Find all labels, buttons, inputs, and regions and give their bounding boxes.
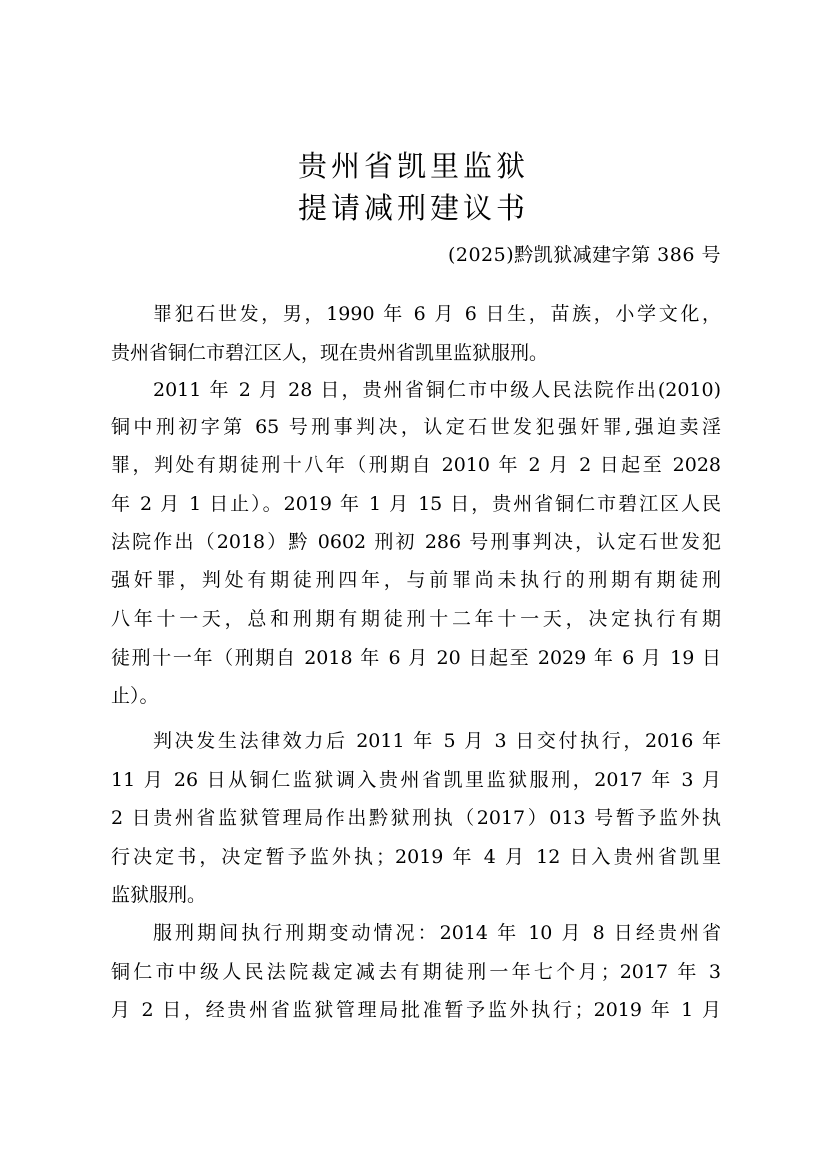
body-line: 判决发生法律效力后 2011 年 5 月 3 日交付执行，2016 年 bbox=[153, 730, 721, 752]
document-number: (2025)黔凯狱减建字第 386 号 bbox=[447, 244, 721, 266]
body-line: 年 2 月 1 日止）。2019 年 1 月 15 日，贵州省铜仁市碧江区人民 bbox=[111, 493, 721, 515]
body-line: 行决定书，决定暂予监外执；2019 年 4 月 12 日入贵州省凯里 bbox=[111, 846, 721, 868]
body-line: 强奸罪，判处有期徒刑四年，与前罪尚未执行的刑期有期徒刑 bbox=[111, 569, 721, 591]
body-line: 11 月 26 日从铜仁监狱调入贵州省凯里监狱服刑，2017 年 3 月 bbox=[111, 769, 721, 791]
body-line: 贵州省铜仁市碧江区人，现在贵州省凯里监狱服刑。 bbox=[111, 342, 549, 364]
body-line: 月 2 日，经贵州省监狱管理局批准暂予监外执行；2019 年 1 月 bbox=[111, 999, 721, 1021]
body-line: 服刑期间执行刑期变动情况：2014 年 10 月 8 日经贵州省 bbox=[153, 922, 721, 944]
body-line: 罪犯石世发，男，1990 年 6 月 6 日生，苗族，小学文化， bbox=[153, 303, 721, 325]
body-line: 铜仁市中级人民法院裁定减去有期徒刑一年七个月；2017 年 3 bbox=[111, 961, 721, 983]
document-title-line1: 贵州省凯里监狱 bbox=[297, 149, 529, 183]
body-line: 八年十一天，总和刑期有期徒刑十二年十一天，决定执行有期 bbox=[111, 608, 721, 630]
body-line: 徒刑十一年（刑期自 2018 年 6 月 20 日起至 2029 年 6 月 19 日 bbox=[111, 647, 721, 669]
body-line: 铜中刑初字第 65 号刑事判决，认定石世发犯强奸罪,强迫卖淫 bbox=[111, 416, 721, 438]
body-line: 罪，判处有期徒刑十八年（刑期自 2010 年 2 月 2 日起至 2028 bbox=[111, 454, 721, 476]
body-line: 止）。 bbox=[111, 685, 159, 707]
body-line: 2 日贵州省监狱管理局作出黔狱刑执（2017）013 号暂予监外执 bbox=[111, 807, 721, 829]
body-line: 法院作出（2018）黔 0602 刑初 286 号刑事判决，认定石世发犯 bbox=[111, 531, 721, 553]
document-title-line2: 提请减刑建议书 bbox=[297, 191, 529, 225]
body-line: 监狱服刑。 bbox=[111, 884, 207, 906]
body-line: 2011 年 2 月 28 日，贵州省铜仁市中级人民法院作出(2010) bbox=[153, 379, 721, 401]
